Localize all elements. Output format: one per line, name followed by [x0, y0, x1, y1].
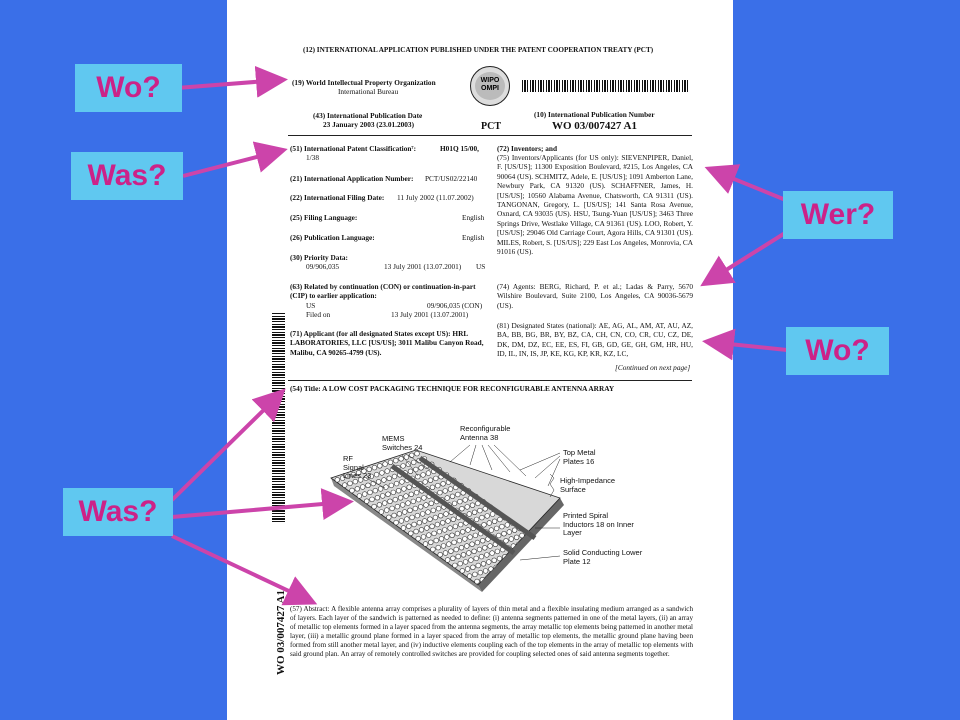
app-no-label: (21) International Application Number: — [290, 174, 414, 183]
inventors: (75) Inventors/Applicants (for US only): SIEVENPIPER, Daniel, F. [US/US]; 11300 Exposition Boulevard, #215, Los Angeles, CA 90064 (US). SCHMITZ, Adele, E. [US/US]; 1091 Amberton Lane, Newbury Park, CA 91320 (US). SCHAFFNER, James, H. [US/US]; 10560 Alabama Avenue, Chatsworth, CA 91311 (US). TANGONAN, Gregory, L. [US/US]; 141 Santa Rosa Avenue, Oxnard, CA 93035 (US). HSU, Tsung-Yuan [US/US]; 3463 Three Springs Drive, Westlake Village, CA 91361 (US). LOO, Robert, Y. [US/US]; 29046 Old Carriage Court, Agora Hills, CA 91301 (US). MILES, Robert, S. [US/US]; 229 East Los Angeles, Monrovia, CA 91016 (US). — [497, 153, 693, 257]
related-filed: Filed on — [306, 310, 331, 319]
arrow-was-top — [183, 151, 280, 176]
priority-label: (30) Priority Data: — [290, 253, 348, 262]
abstract: (57) Abstract: A flexible antenna array comprises a plurality of layers of thin metal and a flexible insulating medium arranged as a sandwich of layers. Each layer of the sandwich is patterned as needed to define: (i) antenna segments patterned in one of the metal layers, (ii) an array of metallic top elements formed in a layer spaced from the antenna segments, the array metallic top elements being patterned in another metal layer, (iii) a metallic ground plane formed in a layer spaced from the array of metallic top elements, the metallic ground plane having been formed from still another metal layer, and (iv) inductive elements coupling each of the top elements in the array of metallic top elements with said ground plan. An array of remotely controlled switches are provided for coupling selected ones of said antenna segments together. — [290, 605, 693, 658]
label-ground: Solid Conducting Lower Plate 12 — [563, 548, 643, 566]
pub-no-label: (10) International Publication Number — [534, 110, 655, 119]
pub-lang-label: (26) Publication Language: — [290, 233, 375, 242]
classif-value2: 1/38 — [306, 153, 319, 162]
filing-lang: English — [462, 213, 485, 222]
callout-was-top: Was? — [71, 152, 183, 200]
doc-header: (12) INTERNATIONAL APPLICATION PUBLISHED UNDER THE PATENT COOPERATION TREATY (PCT) — [303, 46, 654, 54]
callout-wo-right: Wo? — [786, 327, 889, 375]
callout-wer: Wer? — [783, 191, 893, 239]
priority-no: 09/906,035 — [306, 262, 340, 271]
applicant: (71) Applicant (for all designated States except US): HRL LABORATORIES, LLC [US/US]; 3011 Malibu Canyon Road, Malibu, CA 90265-4799 (US). — [290, 329, 484, 357]
callout-wo-top: Wo? — [75, 64, 182, 112]
pub-date-label: (43) International Publication Date — [313, 111, 423, 120]
label-spiral: Printed Spiral Inductors 18 on Inner Layer — [563, 511, 634, 537]
doc-title: (54) Title: A LOW COST PACKAGING TECHNIQUE FOR RECONFIGURABLE ANTENNA ARRAY — [290, 384, 615, 393]
label-mems: MEMS Switches 24 — [382, 434, 423, 452]
label-reconfigurable: Reconfigurable Antenna 38 — [460, 424, 511, 442]
continued-note: [Continued on next page] — [615, 363, 691, 372]
agents: (74) Agents: BERG, Richard, P. et al.; Ladas & Parry, 5670 Wilshire Boulevard, Suite 2100, Los Angeles, CA 90036-5679 (US). — [497, 282, 693, 310]
label-top-metal: Top Metal Plates 16 — [563, 448, 596, 466]
arrow-wer-inventors — [712, 170, 793, 203]
side-pub-number: WO 03/007427 A1 — [275, 590, 287, 675]
related-us-value: 09/906,035 (CON) — [427, 301, 483, 310]
priority-country: US — [476, 262, 486, 271]
related-us: US — [306, 301, 316, 310]
arrow-wer-agents — [707, 228, 793, 282]
arrow-wo-top — [177, 80, 280, 88]
pub-date: 23 January 2003 (23.01.2003) — [323, 120, 415, 129]
label-rf-signal: RF Signal Lines 23 — [343, 454, 372, 480]
designated-states: (81) Designated States (national): AE, AG, AL, AM, AT, AU, AZ, BA, BB, BG, BR, BY, BZ, CA, CH, CN, CO, CR, CU, CZ, DE, DK, DM, DZ, EC, EE, ES, FI, GB, GD, GE, GH, GM, HR, HU, ID, IL, IN, IS, JP, KE, KG, KP, KR, KZ, LC, — [497, 321, 693, 359]
arrow-was-title — [172, 394, 280, 500]
org-line2: International Bureau — [338, 87, 399, 96]
app-no: PCT/US02/22140 — [425, 174, 478, 183]
pub-no: WO 03/007427 A1 — [552, 120, 637, 132]
callout-was-bottom: Was? — [63, 488, 173, 536]
pct: PCT — [481, 121, 501, 132]
classif-value: H01Q 15/00, — [440, 144, 479, 153]
label-high-impedance: High-Impedance Surface — [560, 476, 616, 494]
pub-lang: English — [462, 233, 485, 242]
filing-date: 11 July 2002 (11.07.2002) — [397, 193, 474, 202]
related-filed-value: 13 July 2001 (13.07.2001) — [391, 310, 469, 319]
filing-date-label: (22) International Filing Date: — [290, 193, 385, 202]
inventors-label: (72) Inventors; and — [497, 144, 557, 153]
related-label: (63) Related by continuation (CON) or continuation-in-part (CIP) to earlier application: — [290, 282, 476, 301]
arrow-wo-right — [710, 342, 787, 350]
arrow-was-figure — [172, 502, 346, 517]
priority-date: 13 July 2001 (13.07.2001) — [384, 262, 462, 271]
classif-label: (51) International Patent Classification⁷: — [290, 144, 417, 153]
org-line1: (19) World Intellectual Property Organization — [292, 78, 436, 87]
arrow-was-abstract — [172, 536, 310, 601]
filing-lang-label: (25) Filing Language: — [290, 213, 358, 222]
wipo-logo-text: WIPO OMPI — [480, 77, 500, 92]
